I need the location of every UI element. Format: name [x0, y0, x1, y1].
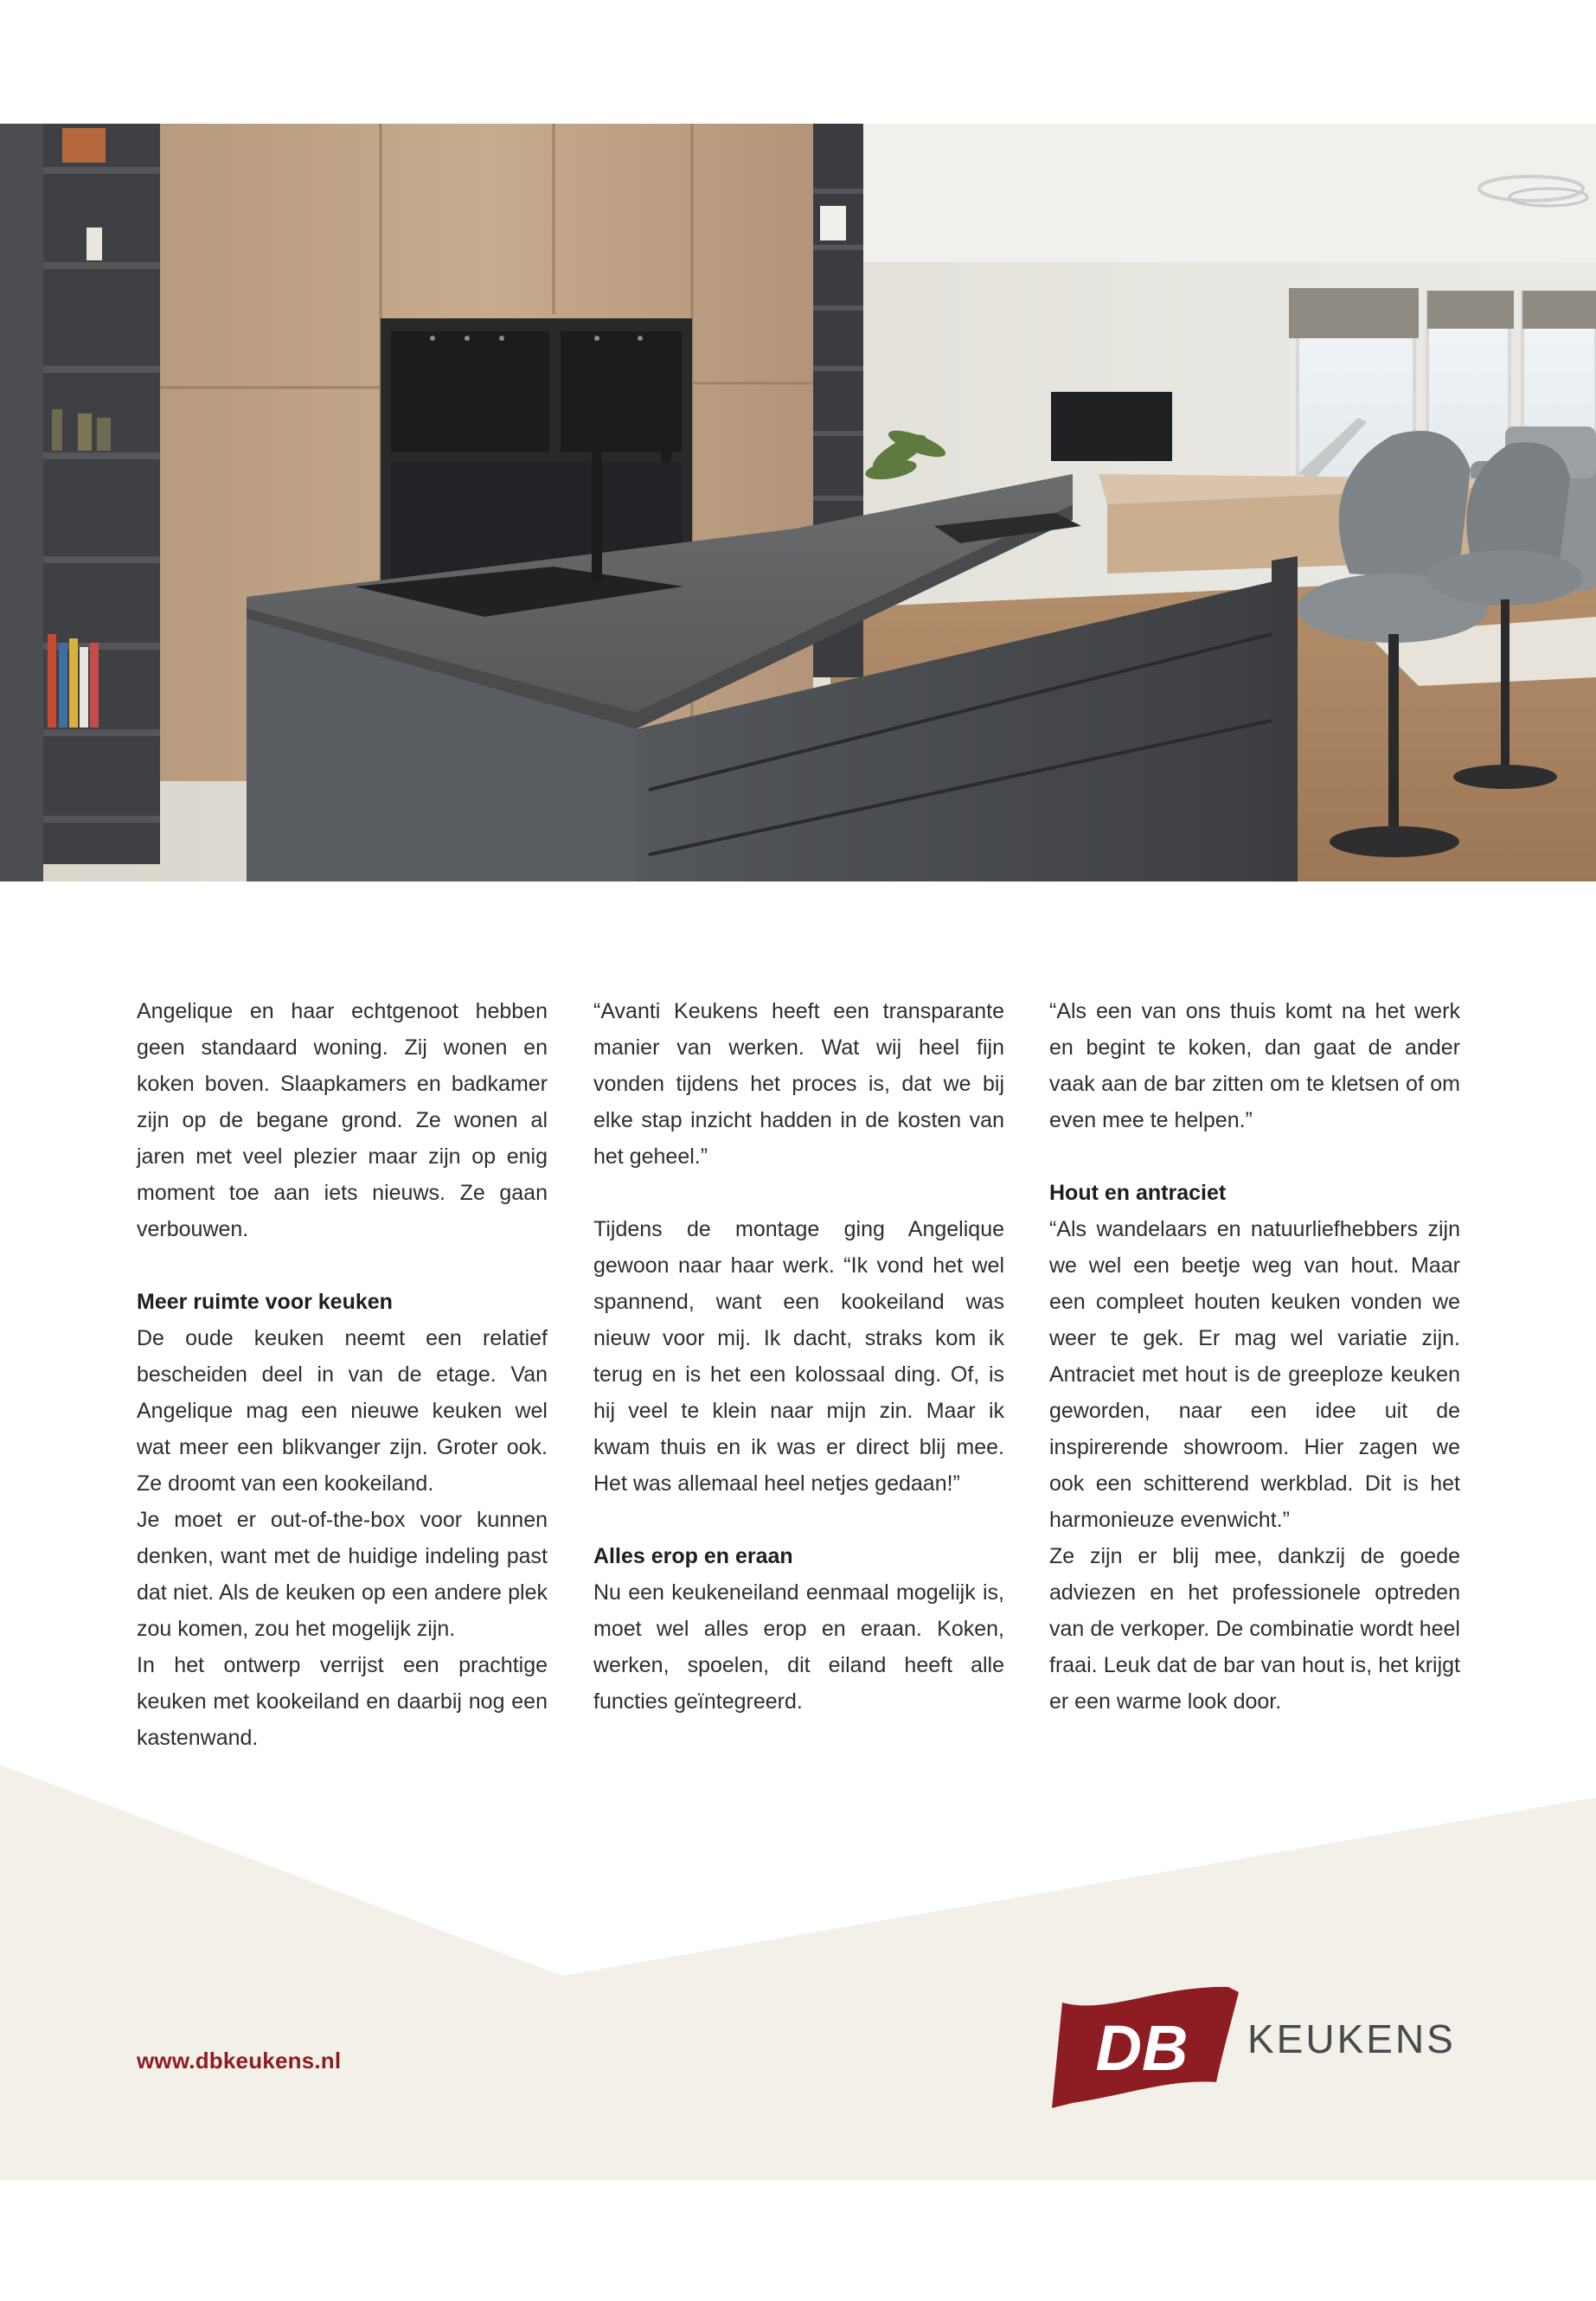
- article-column-2: [593, 993, 1004, 1720]
- col2-paragraph-3: Nu een keukeneiland eenmaal mogelijk is, moet wel alles erop en eraan. Koken, werken, spoelen, dit eiland heeft alle functies geïntegreerd.: [593, 1580, 1004, 1714]
- col3-paragraph-2: “Als wandelaars en natuurliefhebbers zijn we wel een beetje weg van hout. Maar een compleet houten keuken vonden we weer te gek. Er mag wel variatie zijn. Antraciet met hout is de greeploze keuken geworden, naar een idee uit de inspirerende showroom. Hier zagen we ook een schitterend werkblad. Dit is het harmonieuze evenwicht.”: [1049, 1217, 1460, 1532]
- website-link[interactable]: www.dbkeukens.nl: [137, 2048, 342, 2073]
- db-flag-icon: [1047, 1985, 1241, 2111]
- db-keukens-logo: [1047, 1985, 1462, 2111]
- logo-mark-text: DB: [1095, 2012, 1189, 2084]
- col1-paragraph-4: In het ontwerp verrijst een prachtige keuken met kookeiland en daarbij nog een kastenwand.: [137, 1653, 548, 1750]
- heading-hout-en-antraciet: Hout en antraciet: [1049, 1181, 1227, 1205]
- col1-paragraph-2: De oude keuken neemt een relatief bescheiden deel in van de etage. Van Angelique mag een nieuwe keuken wel wat meer een blikvanger zijn. Groter ook. Ze droomt van een kookeiland.: [137, 1326, 548, 1496]
- col1-paragraph-1: Angelique en haar echtgenoot hebben geen standaard woning. Zij wonen en koken boven. Slaapkamers en badkamer zijn op de begane grond. Ze wonen al jaren met veel plezier maar zijn op enig moment toe aan iets nieuws. Ze gaan verbouwen.: [137, 999, 548, 1241]
- logo-wordmark: KEUKENS: [1247, 2016, 1456, 2061]
- col3-paragraph-3: Ze zijn er blij mee, dankzij de goede adviezen en het professionele optreden van de verkoper. De combinatie wordt heel fraai. Leuk dat de bar van hout is, het krijgt er een warme look door.: [1049, 1544, 1460, 1714]
- heading-alles-erop: Alles erop en eraan: [593, 1544, 793, 1568]
- col2-paragraph-1: “Avanti Keukens heeft een transparante manier van werken. Wat wij heel fijn vonden tijdens het proces is, dat we bij elke stap inzicht hadden in de kosten van het geheel.”: [593, 999, 1004, 1169]
- footer-background: [0, 1765, 1596, 2180]
- heading-meer-ruimte: Meer ruimte voor keuken: [137, 1290, 393, 1314]
- col3-paragraph-1: “Als een van ons thuis komt na het werk en begint te koken, dan gaat de ander vaak aan de bar zitten om te kletsen of om even mee te helpen.”: [1049, 999, 1460, 1132]
- col2-paragraph-2: Tijdens de montage ging Angelique gewoon naar haar werk. “Ik vond het wel spannend, want een kookeiland was nieuw voor mij. Ik dacht, straks kom ik terug en is het een kolossaal ding. Of, is hij veel te klein naar mijn zin. Maar ik kwam thuis en ik was er direct blij mee. Het was allemaal heel netjes gedaan!”: [593, 1217, 1004, 1496]
- kitchen-photo-illustration: [0, 124, 1596, 881]
- kitchen-photo: [0, 124, 1596, 881]
- col1-paragraph-3: Je moet er out-of-the-box voor kunnen denken, want met de huidige indeling past dat niet. Als de keuken op een andere plek zou komen, zou het mogelijk zijn.: [137, 1508, 548, 1641]
- article-column-1: [137, 993, 548, 1756]
- article-column-3: [1049, 993, 1460, 1720]
